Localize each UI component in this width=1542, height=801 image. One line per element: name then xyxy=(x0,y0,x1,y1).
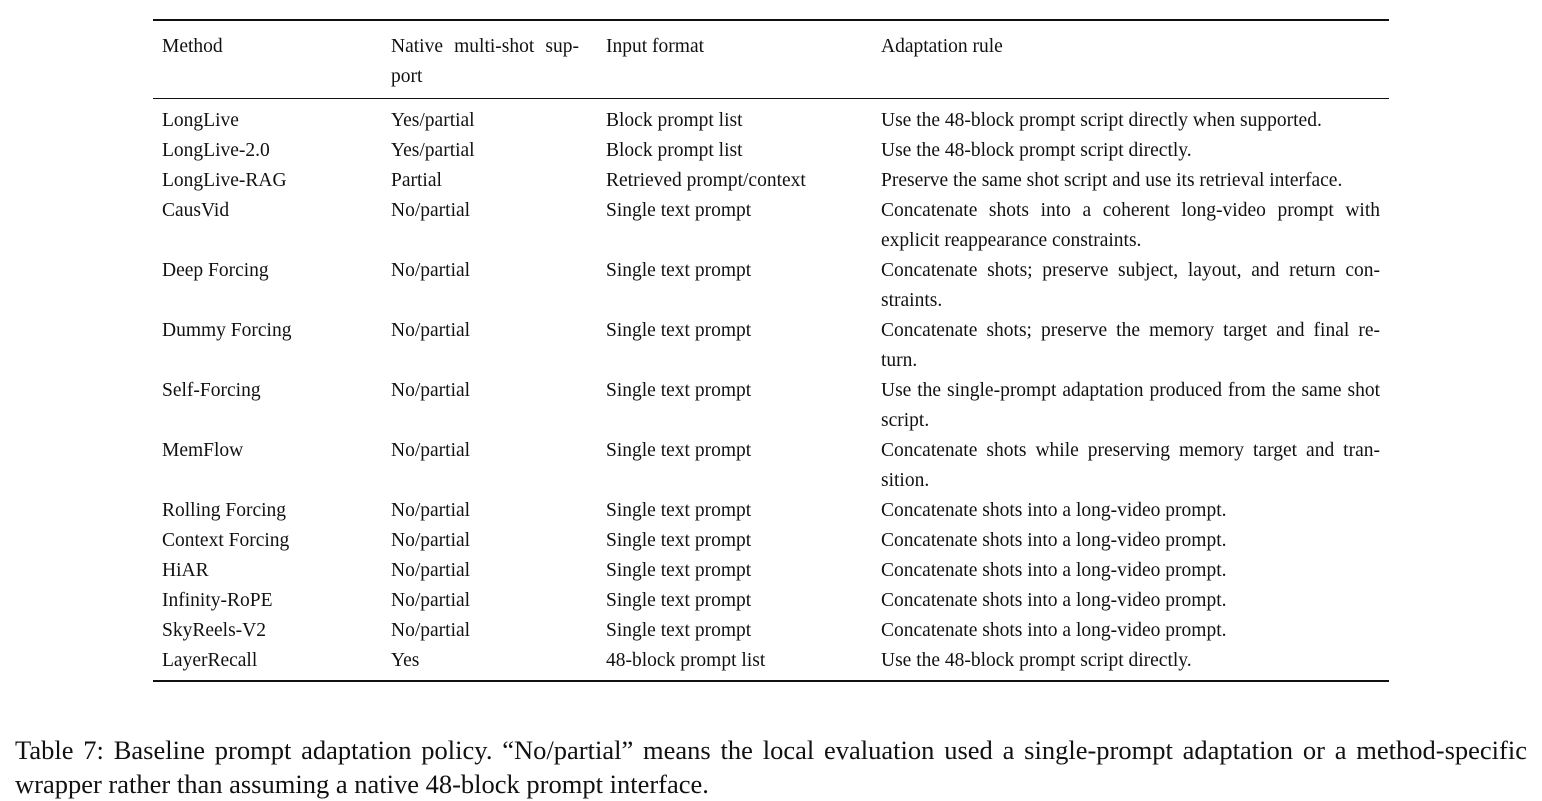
cell-adaptation-rule: Concatenate shots into a long-video prompt. xyxy=(881,620,1227,641)
cell-adaptation-rule: Concatenate shots; preserve the memory target and final re-turn. xyxy=(881,320,1380,371)
table-header xyxy=(153,20,1389,99)
cell-input-format: Single text prompt xyxy=(606,260,752,281)
cell-native-support: Yes xyxy=(391,650,420,671)
table-row xyxy=(153,136,1389,166)
table-row xyxy=(153,586,1389,616)
cell-adaptation-rule: Concatenate shots into a long-video prompt. xyxy=(881,590,1227,611)
cell-method: LongLive xyxy=(162,110,239,131)
cell-method: LayerRecall xyxy=(162,650,258,671)
table-row xyxy=(153,646,1389,681)
cell-adaptation-rule: Use the 48-block prompt script directly. xyxy=(881,650,1192,671)
cell-native-support: No/partial xyxy=(391,320,471,341)
table-row xyxy=(153,256,1389,316)
table-body xyxy=(153,99,1389,682)
cell-method: Infinity-RoPE xyxy=(162,590,273,611)
table-row xyxy=(153,196,1389,256)
cell-adaptation-rule: Preserve the same shot script and use its retrieval interface. xyxy=(881,170,1343,191)
cell-native-support: No/partial xyxy=(391,260,471,281)
cell-native-support: No/partial xyxy=(391,560,471,581)
cell-input-format: 48-block prompt list xyxy=(606,650,766,671)
header-method: Method xyxy=(162,36,223,57)
table-caption: Table 7: Baseline prompt adaptation policy. “No/partial” means the local evaluation used a single-prompt adaptation or a method-specific wrapper rather than assuming a native 48-block prompt interface. xyxy=(15,734,1527,799)
table-row xyxy=(153,376,1389,436)
cell-adaptation-rule: Use the 48-block prompt script directly when supported. xyxy=(881,110,1322,131)
cell-adaptation-rule: Concatenate shots into a long-video prompt. xyxy=(881,560,1227,581)
cell-input-format: Block prompt list xyxy=(606,140,743,161)
cell-adaptation-rule: Concatenate shots into a coherent long-video prompt with explicit reappearance constraints. xyxy=(881,200,1380,251)
cell-method: CausVid xyxy=(162,200,230,221)
cell-input-format: Single text prompt xyxy=(606,200,752,221)
adaptation-table-container xyxy=(153,19,1389,682)
cell-method: HiAR xyxy=(162,560,209,581)
cell-method: MemFlow xyxy=(162,440,244,461)
table-row xyxy=(153,99,1389,137)
cell-input-format: Single text prompt xyxy=(606,530,752,551)
cell-adaptation-rule: Concatenate shots into a long-video prompt. xyxy=(881,500,1227,521)
cell-native-support: Yes/partial xyxy=(391,140,475,161)
table-row xyxy=(153,496,1389,526)
cell-adaptation-rule: Use the 48-block prompt script directly. xyxy=(881,140,1192,161)
cell-native-support: No/partial xyxy=(391,620,471,641)
cell-native-support: No/partial xyxy=(391,380,471,401)
cell-input-format: Single text prompt xyxy=(606,500,752,521)
cell-input-format: Retrieved prompt/context xyxy=(606,170,806,191)
cell-adaptation-rule: Concatenate shots; preserve subject, layout, and return con-straints. xyxy=(881,260,1380,311)
cell-input-format: Single text prompt xyxy=(606,440,752,461)
cell-adaptation-rule: Concatenate shots into a long-video prompt. xyxy=(881,530,1227,551)
cell-native-support: Yes/partial xyxy=(391,110,475,131)
table-row xyxy=(153,166,1389,196)
cell-method: Dummy Forcing xyxy=(162,320,292,341)
cell-input-format: Block prompt list xyxy=(606,110,743,131)
table-row xyxy=(153,316,1389,376)
header-native-support: Native multi-shot sup-port xyxy=(391,36,579,87)
cell-method: Deep Forcing xyxy=(162,260,269,281)
adaptation-policy-table xyxy=(153,19,1389,682)
cell-native-support: No/partial xyxy=(391,530,471,551)
cell-input-format: Single text prompt xyxy=(606,380,752,401)
header-input-format: Input format xyxy=(606,36,705,57)
table-row xyxy=(153,526,1389,556)
cell-native-support: No/partial xyxy=(391,500,471,521)
cell-method: LongLive-RAG xyxy=(162,170,287,191)
cell-method: Rolling Forcing xyxy=(162,500,287,521)
cell-input-format: Single text prompt xyxy=(606,590,752,611)
cell-method: Self-Forcing xyxy=(162,380,261,401)
cell-native-support: No/partial xyxy=(391,200,471,221)
table-row xyxy=(153,436,1389,496)
cell-adaptation-rule: Use the single-prompt adaptation produced from the same shot script. xyxy=(881,380,1380,431)
cell-native-support: No/partial xyxy=(391,590,471,611)
cell-method: Context Forcing xyxy=(162,530,290,551)
cell-native-support: No/partial xyxy=(391,440,471,461)
table-row xyxy=(153,556,1389,586)
cell-input-format: Single text prompt xyxy=(606,320,752,341)
cell-input-format: Single text prompt xyxy=(606,560,752,581)
header-row xyxy=(153,20,1389,99)
cell-method: LongLive-2.0 xyxy=(162,140,270,161)
cell-input-format: Single text prompt xyxy=(606,620,752,641)
cell-adaptation-rule: Concatenate shots while preserving memory target and tran-sition. xyxy=(881,440,1380,491)
cell-method: SkyReels-V2 xyxy=(162,620,266,641)
header-adaptation-rule: Adaptation rule xyxy=(881,36,1003,57)
cell-native-support: Partial xyxy=(391,170,442,191)
table-row xyxy=(153,616,1389,646)
